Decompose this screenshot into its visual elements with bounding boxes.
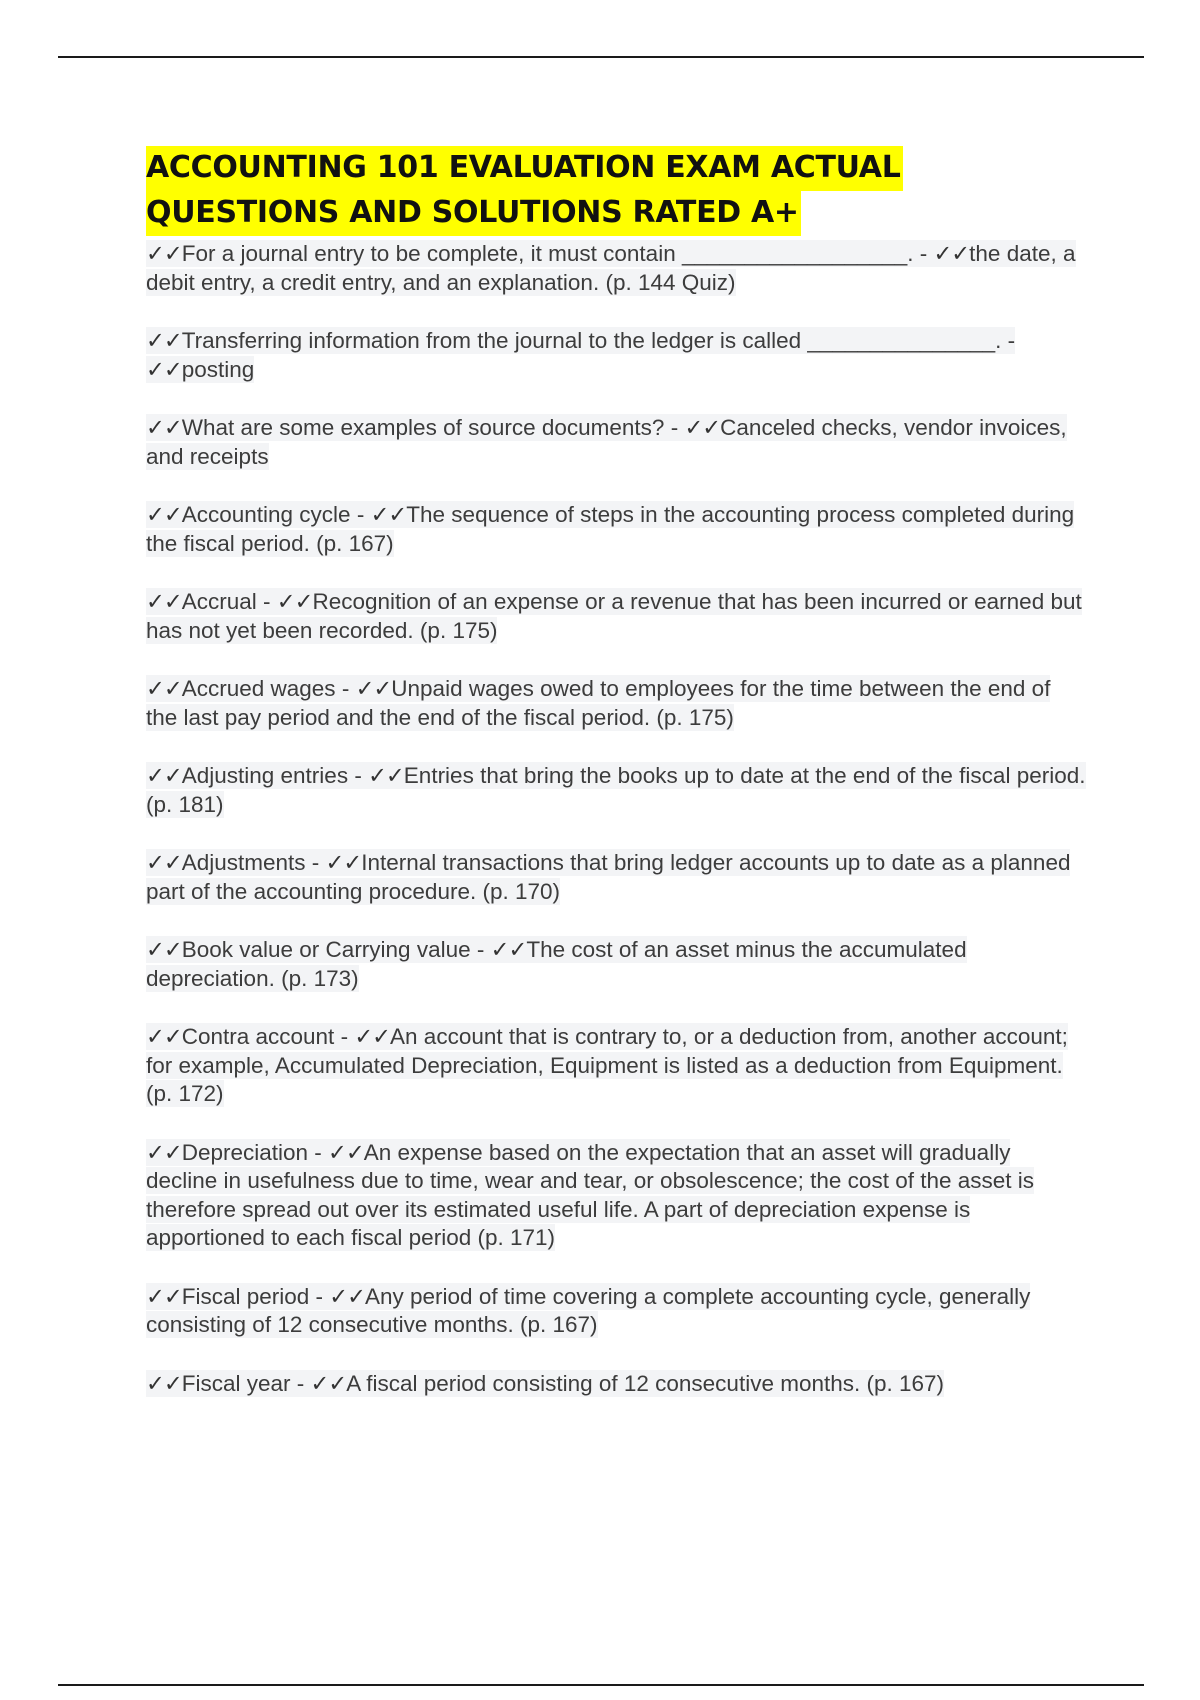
qa-item <box>146 936 1086 993</box>
checkmark-icon: ✓✓ <box>146 589 182 614</box>
qa-item <box>146 1283 1086 1340</box>
qa-text <box>146 849 1070 905</box>
separator: - <box>334 1024 355 1049</box>
separator: - <box>309 1283 330 1309</box>
answer-text: The cost of an asset minus the accumulated depreciation. (p. 173) <box>146 937 967 991</box>
title-line-1: ACCOUNTING 101 EVALUATION EXAM ACTUAL <box>146 146 903 191</box>
answer-text: A fiscal period consisting of 12 consecutive months. (p. 167) <box>346 1370 945 1396</box>
checkmark-icon: ✓✓ <box>146 1024 182 1049</box>
checkmark-icon: ✓✓ <box>368 763 404 788</box>
answer-text: Unpaid wages owed to employees for the time between the end of the last pay period and the end of the fiscal period. (p. 175) <box>146 676 1051 730</box>
title-line-2: QUESTIONS AND SOLUTIONS RATED A+ <box>146 191 801 236</box>
question-text: Accrued wages <box>181 676 336 701</box>
question-text: Book value or Carrying value <box>181 937 471 962</box>
question-text: Adjustments <box>181 850 306 875</box>
checkmark-icon: ✓✓ <box>490 937 527 962</box>
qa-text <box>146 414 1067 470</box>
qa-text <box>146 327 1015 383</box>
checkmark-icon: ✓✓ <box>276 589 313 614</box>
qa-text <box>146 588 1082 644</box>
qa-text <box>146 675 1050 731</box>
answer-text: posting <box>181 356 255 382</box>
checkmark-icon: ✓✓ <box>684 415 721 440</box>
checkmark-icon: ✓✓ <box>146 356 182 382</box>
question-text: Accrual <box>181 589 257 614</box>
qa-item <box>146 501 1086 558</box>
checkmark-icon: ✓✓ <box>146 415 182 440</box>
checkmark-icon: ✓✓ <box>933 241 970 266</box>
checkmark-icon: ✓✓ <box>354 1024 391 1049</box>
checkmark-icon: ✓✓ <box>146 1283 182 1309</box>
qa-item <box>146 1370 1086 1399</box>
question-text: Fiscal year <box>181 1370 291 1396</box>
question-text: Accounting cycle <box>181 502 351 527</box>
qa-list <box>146 240 1086 1398</box>
checkmark-icon: ✓✓ <box>146 1370 182 1396</box>
checkmark-icon: ✓✓ <box>146 502 182 527</box>
qa-text <box>146 1370 944 1397</box>
checkmark-icon: ✓✓ <box>328 1139 364 1165</box>
answer-text: The sequence of steps in the accounting process completed during the fiscal period. (p. 167) <box>146 502 1075 556</box>
separator: - <box>348 763 369 788</box>
checkmark-icon: ✓✓ <box>146 763 182 788</box>
question-text: Contra account <box>181 1024 335 1049</box>
question-text: For a journal entry to be complete, it must contain __________________. <box>181 241 914 266</box>
qa-item <box>146 1023 1086 1109</box>
checkmark-icon: ✓✓ <box>310 1370 347 1396</box>
document-body <box>146 146 1086 1428</box>
separator: - <box>470 937 491 962</box>
qa-item <box>146 240 1086 297</box>
separator: - <box>350 502 371 527</box>
qa-item <box>146 1139 1086 1253</box>
checkmark-icon: ✓✓ <box>325 850 362 875</box>
question-text: What are some examples of source documents? <box>181 415 665 440</box>
checkmark-icon: ✓✓ <box>146 328 182 353</box>
qa-text <box>146 501 1074 557</box>
answer-text: Recognition of an expense or a revenue that has been incurred or earned but has not yet been recorded. (p. 175) <box>146 589 1082 643</box>
qa-text <box>146 936 967 992</box>
qa-item <box>146 762 1086 819</box>
qa-text <box>146 240 1076 296</box>
qa-text <box>146 1139 1034 1252</box>
qa-item <box>146 849 1086 906</box>
checkmark-icon: ✓✓ <box>146 1139 182 1165</box>
question-text: Depreciation <box>181 1139 309 1165</box>
answer-text: Internal transactions that bring ledger accounts up to date as a planned part of the accounting procedure. (p. 170) <box>146 850 1071 904</box>
qa-item <box>146 414 1086 471</box>
answer-text: An expense based on the expectation that an asset will gradually decline in usefulness due to time, wear and tear, or obsolescence; the cost of the asset is therefore spread out over its estimated useful life. A part of depreciation expense is apportioned to each fiscal period (p. 171) <box>146 1139 1035 1250</box>
answer-text: Entries that bring the books up to date at the end of the fiscal period. (p. 181) <box>146 763 1086 817</box>
checkmark-icon: ✓✓ <box>329 1283 365 1309</box>
separator: - <box>1001 328 1016 353</box>
question-text: Fiscal period <box>181 1283 310 1309</box>
separator: - <box>308 1139 329 1165</box>
separator: - <box>305 850 326 875</box>
answer-text: Any period of time covering a complete accounting cycle, generally consisting of 12 consecutive months. (p. 167) <box>146 1283 1031 1337</box>
checkmark-icon: ✓✓ <box>146 937 182 962</box>
answer-text: An account that is contrary to, or a deduction from, another account; for example, Accumulated Depreciation, Equipment is listed as a deduction from Equipment. (p. 172) <box>146 1024 1068 1106</box>
checkmark-icon: ✓✓ <box>370 502 407 527</box>
checkmark-icon: ✓✓ <box>146 850 182 875</box>
separator: - <box>664 415 685 440</box>
question-text: Transferring information from the journal to the ledger is called _______________. <box>181 328 1002 353</box>
document-title <box>146 146 1086 236</box>
question-text: Adjusting entries <box>181 763 349 788</box>
separator: - <box>256 589 277 614</box>
checkmark-icon: ✓✓ <box>146 241 182 266</box>
bottom-rule <box>58 1684 1144 1686</box>
separator: - <box>335 676 356 701</box>
separator: - <box>913 241 934 266</box>
qa-text <box>146 1283 1030 1339</box>
top-rule <box>58 56 1144 58</box>
answer-text: the date, a debit entry, a credit entry, and an explanation. (p. 144 Quiz) <box>146 241 1076 295</box>
qa-text <box>146 762 1086 818</box>
checkmark-icon: ✓✓ <box>355 676 392 701</box>
qa-item <box>146 327 1086 384</box>
checkmark-icon: ✓✓ <box>146 676 182 701</box>
answer-text: Canceled checks, vendor invoices, and receipts <box>146 415 1067 469</box>
qa-item <box>146 675 1086 732</box>
qa-text <box>146 1023 1068 1107</box>
qa-item <box>146 588 1086 645</box>
separator: - <box>290 1370 311 1396</box>
